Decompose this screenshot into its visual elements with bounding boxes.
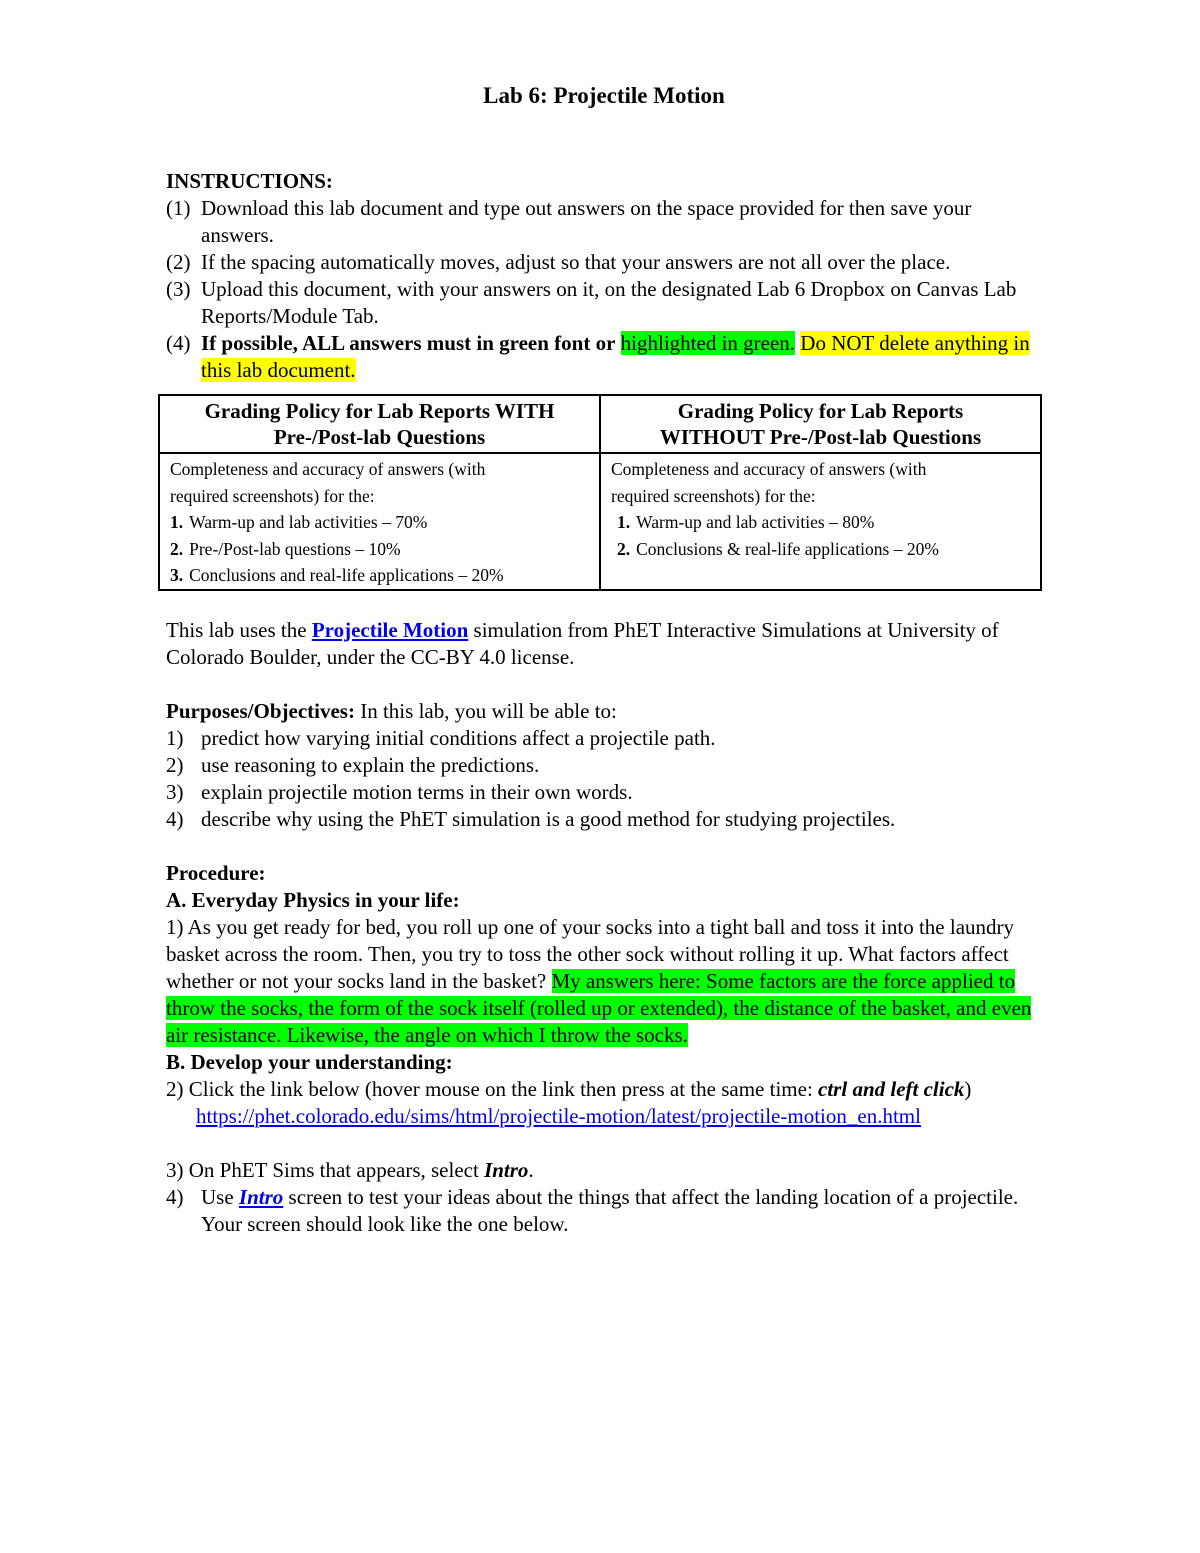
green-highlight-text: highlighted in green. (620, 331, 796, 355)
grading-item-text: Conclusions & real-life applications – 20% (636, 538, 939, 559)
list-text: Upload this document, with your answers on it, on the designated Lab 6 Dropbox on Canvas Lab Reports/Module Tab. (201, 277, 1017, 328)
projectile-motion-link[interactable]: Projectile Motion (311, 617, 469, 642)
grading-header-with (159, 395, 600, 453)
list-number: (3) (166, 277, 191, 301)
question-1-text: 1) As you get ready for bed, you roll up one of your socks into a tight ball and toss it into the laundry basket across the room. Then, you try to toss the other sock without rolling it up. What factors affect whether or not your socks land in the basket? (166, 914, 1015, 993)
question-3-text: 3) On PhET Sims that appears, select (166, 1157, 479, 1182)
list-item (166, 779, 1042, 806)
question-3-end: . (528, 1157, 534, 1182)
grading-policy-table (158, 394, 1042, 591)
list-number: (4) (166, 331, 191, 355)
objectives-section (166, 698, 1042, 833)
list-text: predict how varying initial conditions affect a projectile path. (201, 725, 716, 750)
answer-format-rule: If possible, ALL answers must in green font or (201, 331, 616, 355)
credit-text: This lab uses the (166, 617, 307, 642)
page-title: Lab 6: Projectile Motion (483, 83, 725, 108)
list-number: 2) (166, 752, 184, 777)
grading-item-number: 3. (170, 565, 184, 585)
grading-item-text: Warm-up and lab activities – 70% (189, 512, 428, 532)
grading-item (611, 536, 1030, 563)
list-text: If the spacing automatically moves, adjust so that your answers are not all over the place. (201, 250, 951, 274)
question-3 (166, 1157, 1042, 1184)
simulation-credit (166, 617, 1042, 671)
grading-item-number: 1. (170, 512, 184, 532)
instructions-heading: INSTRUCTIONS: (166, 169, 333, 193)
yellow-highlight-text: Do NOT delete anything in this lab document. (201, 331, 1030, 382)
objectives-intro-text: In this lab, you will be able to: (360, 698, 617, 723)
grading-cell-with (159, 453, 600, 590)
grading-header-without (600, 395, 1041, 453)
list-item (166, 195, 1042, 249)
table-header-line: Pre-/Post-lab Questions (273, 425, 486, 449)
list-number: (1) (166, 196, 191, 220)
list-text: Download this lab document and type out answers on the space provided for then save your answers. (201, 196, 972, 247)
list-item (166, 276, 1042, 330)
table-header-line: Grading Policy for Lab Reports WITH (204, 399, 555, 423)
phet-url-line (166, 1103, 1042, 1130)
grading-item-number: 2. (617, 538, 631, 559)
instructions-section (166, 168, 1042, 384)
grading-item (170, 562, 589, 589)
list-number: 4) (166, 1184, 184, 1209)
grading-item-number: 1. (617, 512, 631, 532)
grading-item-text: Warm-up and lab activities – 80% (636, 512, 875, 532)
objectives-list (166, 725, 1042, 833)
question-1-answer[interactable]: My answers here: Some factors are the force applied to throw the socks, the form of the sock itself (rolled up or extended), the distance of the basket, and even air resistance. Likewise, the angle on which I throw the socks. (166, 968, 1032, 1047)
question-4-after: screen to test your ideas about the things that affect the landing location of a projectile. Your screen should look like the one below. (201, 1184, 1019, 1236)
list-item (166, 752, 1042, 779)
grading-item-text: Conclusions and real-life applications – 20% (189, 565, 504, 585)
list-number: 1) (166, 725, 184, 750)
question-1 (166, 914, 1042, 1049)
instructions-list (166, 195, 1042, 384)
list-item (166, 806, 1042, 833)
question-4-list (166, 1184, 1042, 1238)
list-text: use reasoning to explain the predictions. (201, 752, 540, 777)
document-page (166, 80, 1042, 1238)
list-number: 4) (166, 806, 184, 831)
objectives-label: Purposes/Objectives: (166, 698, 355, 723)
table-cell-text: Completeness and accuracy of answers (with (611, 459, 927, 479)
intro-link[interactable]: Intro (238, 1184, 284, 1209)
grading-item (170, 509, 589, 536)
section-a-heading: A. Everyday Physics in your life: (166, 887, 460, 912)
credit-text: simulation from PhET Interactive Simulations at University of Colorado Boulder, under the CC-BY 4.0 license. (166, 617, 999, 669)
question-2 (166, 1076, 1042, 1103)
grading-cell-without (600, 453, 1041, 590)
grading-item-text: Pre-/Post-lab questions – 10% (189, 538, 401, 559)
section-b-heading: B. Develop your understanding: (166, 1049, 453, 1074)
question-4-before: Use (201, 1184, 234, 1209)
phet-simulation-link[interactable]: https://phet.colorado.edu/sims/html/projectile-motion/latest/projectile-motion_en.html (196, 1103, 921, 1128)
procedure-heading: Procedure: (166, 860, 266, 885)
list-item (166, 330, 1042, 384)
objectives-intro (166, 698, 1042, 725)
list-text: explain projectile motion terms in their own words. (201, 779, 633, 804)
question-3-emphasis: Intro (484, 1157, 529, 1182)
list-item (166, 725, 1042, 752)
grading-item-number: 2. (170, 538, 184, 559)
list-number: 3) (166, 779, 184, 804)
list-number: (2) (166, 250, 191, 274)
list-item (166, 249, 1042, 276)
question-4 (166, 1184, 1042, 1238)
question-2-text: 2) Click the link below (hover mouse on the link then press at the same time: (166, 1076, 813, 1101)
question-2-close: ) (964, 1076, 972, 1101)
grading-item (170, 536, 589, 563)
table-header-line: Grading Policy for Lab Reports (677, 399, 964, 423)
table-cell-text: Completeness and accuracy of answers (with (170, 459, 486, 479)
grading-item (611, 509, 1030, 536)
table-cell-text: required screenshots) for the: (611, 485, 816, 506)
procedure-section (166, 860, 1042, 1238)
table-header-line: WITHOUT Pre-/Post-lab Questions (659, 425, 982, 449)
table-cell-text: required screenshots) for the: (170, 485, 375, 506)
question-2-emphasis: ctrl and left click (818, 1076, 965, 1101)
list-text: describe why using the PhET simulation is a good method for studying projectiles. (201, 806, 896, 831)
